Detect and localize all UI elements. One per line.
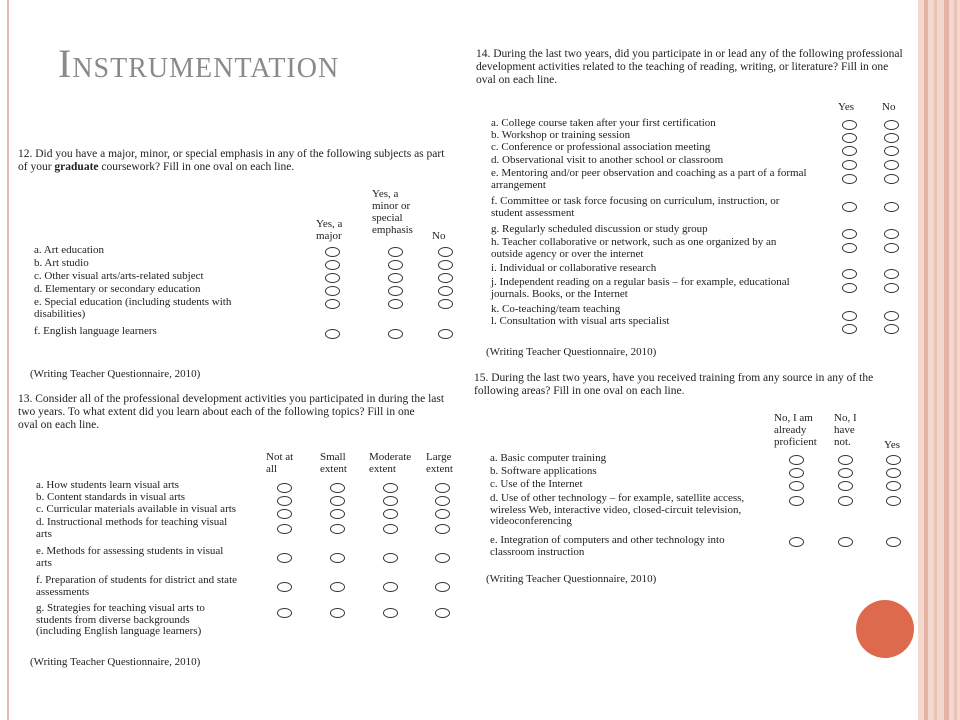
answer-oval [330, 582, 345, 592]
q15-row: a. Basic computer training [490, 452, 607, 464]
answer-oval [789, 468, 804, 478]
q13-row: f. Preparation of students for district and state assessments [36, 574, 238, 598]
answer-oval [884, 324, 899, 334]
answer-oval [886, 481, 901, 491]
answer-oval [438, 260, 453, 270]
answer-oval [842, 146, 857, 156]
answer-oval [325, 260, 340, 270]
answer-oval [884, 202, 899, 212]
answer-oval [435, 582, 450, 592]
answer-oval [886, 537, 901, 547]
question-14-text: 14. During the last two years, did you participate in or lead any of the following professional development activities related to the teaching of reading, writing, or literature? Fill in one oval on each line. [476, 48, 903, 86]
q14-row: d. Observational visit to another school or classroom [491, 154, 724, 166]
answer-oval [325, 273, 340, 283]
q13-col-header: Small extent [320, 451, 347, 475]
answer-oval [438, 247, 453, 257]
answer-oval [435, 509, 450, 519]
q13-col-header: Moderate extent [369, 451, 412, 475]
answer-oval [842, 160, 857, 170]
answer-oval [842, 120, 857, 130]
answer-oval [277, 582, 292, 592]
question-13-text: 13. Consider all of the professional development activities you participated in during the last two years. To what extent did you learn about each of the following topics? Fill in one oval on each line. [18, 393, 445, 431]
q14-row: g. Regularly scheduled discussion or study group [491, 223, 708, 235]
q12-col-header: Yes, a major [316, 218, 343, 242]
answer-oval [435, 483, 450, 493]
answer-oval [277, 509, 292, 519]
q12-row: d. Elementary or secondary education [34, 283, 201, 295]
answer-oval [388, 329, 403, 339]
q12-row: a. Art education [34, 244, 104, 256]
answer-oval [789, 496, 804, 506]
answer-oval [330, 608, 345, 618]
answer-oval [277, 553, 292, 563]
q13-row: b. Content standards in visual arts [36, 491, 186, 503]
answer-oval [884, 229, 899, 239]
answer-oval [838, 537, 853, 547]
q14-row: c. Conference or professional association meeting [491, 141, 711, 153]
answer-oval [886, 455, 901, 465]
answer-oval [435, 553, 450, 563]
answer-oval [884, 269, 899, 279]
answer-oval [789, 455, 804, 465]
answer-oval [884, 146, 899, 156]
q15-citation: (Writing Teacher Questionnaire, 2010) [486, 573, 657, 585]
answer-oval [842, 133, 857, 143]
answer-oval [277, 524, 292, 534]
answer-oval [884, 160, 899, 170]
answer-oval [330, 524, 345, 534]
answer-oval [838, 468, 853, 478]
answer-oval [383, 483, 398, 493]
q14-col-header: No [882, 101, 896, 113]
answer-oval [884, 311, 899, 321]
answer-oval [435, 524, 450, 534]
right-frame-stripes [918, 0, 960, 720]
accent-circle [856, 600, 914, 658]
q15-row: e. Integration of computers and other technology into classroom instruction [490, 534, 725, 558]
question-15-text: 15. During the last two years, have you received training from any source in any of the following areas? Fill in one oval on each line. [474, 372, 874, 397]
answer-oval [388, 247, 403, 257]
q12-row: b. Art studio [34, 257, 89, 269]
q13-row: d. Instructional methods for teaching visual arts [36, 516, 228, 540]
answer-oval [842, 174, 857, 184]
answer-oval [383, 553, 398, 563]
answer-oval [842, 283, 857, 293]
answer-oval [435, 496, 450, 506]
answer-oval [277, 483, 292, 493]
q13-row: c. Curricular materials available in visual arts [36, 503, 237, 515]
answer-oval [388, 299, 403, 309]
answer-oval [842, 243, 857, 253]
answer-oval [383, 509, 398, 519]
answer-oval [383, 496, 398, 506]
answer-oval [842, 202, 857, 212]
q15-col-header: Yes [884, 439, 901, 451]
q13-row: e. Methods for assessing students in visual arts [36, 545, 224, 569]
answer-oval [438, 286, 453, 296]
answer-oval [438, 273, 453, 283]
answer-oval [388, 286, 403, 296]
answer-oval [383, 524, 398, 534]
answer-oval [884, 133, 899, 143]
q14-row: i. Individual or collaborative research [491, 262, 657, 274]
answer-oval [838, 455, 853, 465]
q14-row: l. Consultation with visual arts specialist [491, 315, 670, 327]
answer-oval [325, 329, 340, 339]
q12-row: f. English language learners [34, 325, 157, 337]
answer-oval [838, 481, 853, 491]
answer-oval [325, 286, 340, 296]
q14-row: j. Independent reading on a regular basis – for example, educational journals. Books, or the Internet [491, 276, 790, 300]
answer-oval [277, 496, 292, 506]
q12-row: e. Special education (including students with disabilities) [34, 296, 232, 320]
q14-row: k. Co-teaching/team teaching [491, 303, 621, 315]
q13-col-header: Not at all [266, 451, 294, 475]
q14-row: h. Teacher collaborative or network, such as one organized by an outside agency or over the internet [491, 236, 777, 260]
answer-oval [325, 247, 340, 257]
q13-col-header: Large extent [426, 451, 453, 475]
q13-row: g. Strategies for teaching visual arts to students from diverse backgrounds (including English language learners) [36, 602, 205, 637]
q13-citation: (Writing Teacher Questionnaire, 2010) [30, 656, 201, 668]
answer-oval [277, 608, 292, 618]
q12-row: c. Other visual arts/arts-related subject [34, 270, 204, 282]
left-frame-line [7, 0, 9, 720]
q15-col-header: No, I have not. [834, 412, 857, 448]
answer-oval [383, 582, 398, 592]
answer-oval [884, 283, 899, 293]
q15-row: b. Software applications [490, 465, 597, 477]
q15-row: d. Use of other technology – for example, satellite access, wireless Web, interactive video, closed-circuit television, videoconferencing [490, 492, 745, 527]
answer-oval [842, 311, 857, 321]
answer-oval [838, 496, 853, 506]
q14-citation: (Writing Teacher Questionnaire, 2010) [486, 346, 657, 358]
q13-row: a. How students learn visual arts [36, 479, 179, 491]
answer-oval [884, 120, 899, 130]
answer-oval [842, 229, 857, 239]
q15-row: c. Use of the Internet [490, 478, 583, 490]
q12-col-header: No [432, 230, 446, 242]
answer-oval [388, 260, 403, 270]
answer-oval [886, 496, 901, 506]
answer-oval [884, 174, 899, 184]
q12-col-header: Yes, a minor or special emphasis [372, 188, 413, 236]
answer-oval [388, 273, 403, 283]
q14-row: f. Committee or task force focusing on curriculum, instruction, or student assessment [491, 195, 780, 219]
q14-col-header: Yes [838, 101, 855, 113]
answer-oval [884, 243, 899, 253]
answer-oval [789, 481, 804, 491]
question-12-text: 12. Did you have a major, minor, or special emphasis in any of the following subjects as part of your graduate coursework? Fill in one oval on each line. [18, 148, 445, 173]
answer-oval [438, 299, 453, 309]
answer-oval [330, 509, 345, 519]
slide-title: Instrumentation [58, 41, 340, 86]
answer-oval [383, 608, 398, 618]
answer-oval [789, 537, 804, 547]
answer-oval [435, 608, 450, 618]
q14-row: a. College course taken after your first certification [491, 117, 716, 129]
q14-row: b. Workshop or training session [491, 129, 631, 141]
answer-oval [330, 496, 345, 506]
q14-row: e. Mentoring and/or peer observation and coaching as a part of a formal arrangement [491, 167, 807, 191]
answer-oval [438, 329, 453, 339]
answer-oval [330, 553, 345, 563]
answer-oval [842, 324, 857, 334]
answer-oval [330, 483, 345, 493]
answer-oval [886, 468, 901, 478]
answer-oval [325, 299, 340, 309]
answer-oval [842, 269, 857, 279]
q12-citation: (Writing Teacher Questionnaire, 2010) [30, 368, 201, 380]
q15-col-header: No, I am already proficient [774, 412, 817, 448]
